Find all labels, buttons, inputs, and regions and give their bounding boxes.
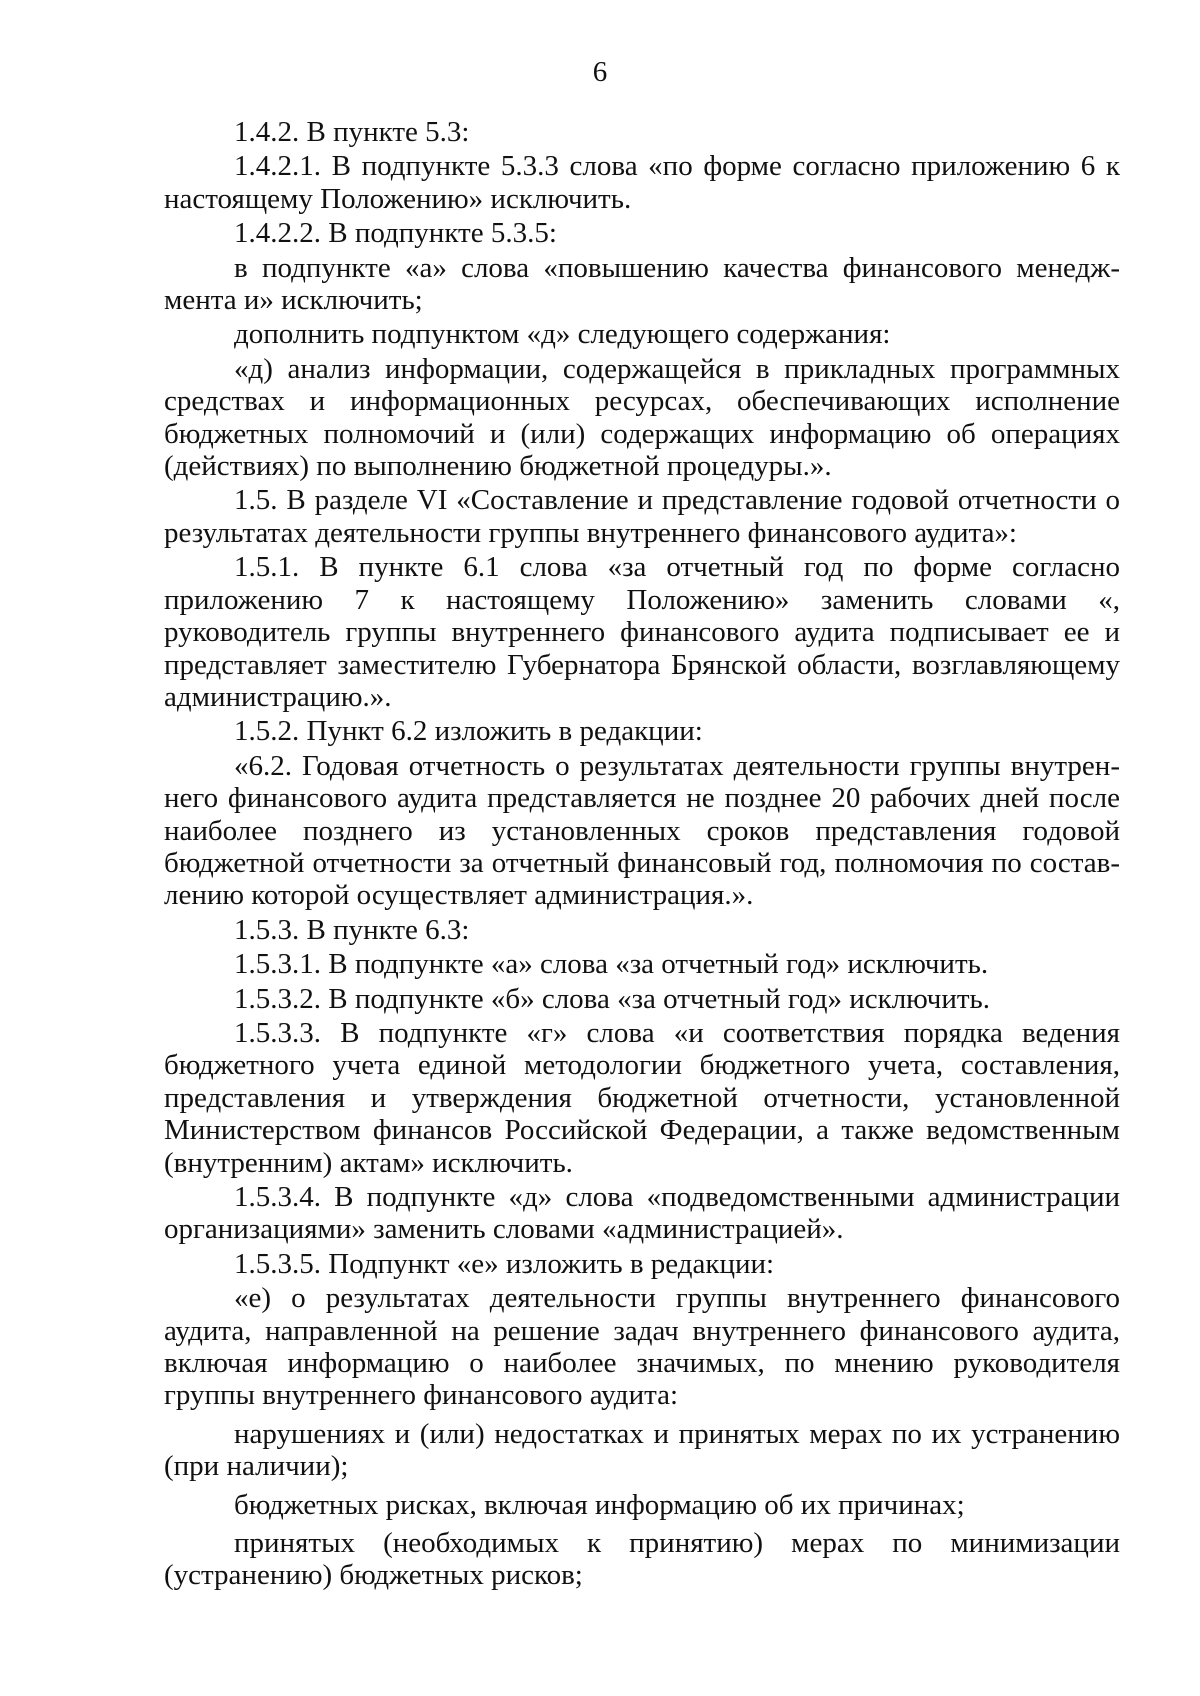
paragraph-measures: принятых (необходимых к принятию) мерах по минимизации (устранению) бюджетных рисков; [164,1527,1120,1592]
page-number: 6 [592,56,608,88]
paragraph-1-5-3: 1.5.3. В пункте 6.3: [234,913,470,946]
paragraph-subpoint-d-text: «д) анализ информации, содержащейся в прикладных программных средствах и информационных ресурсах, обеспечивающих исполнение бюджетных полномочий и (или) содержащих информацию об операциях (действиях) по выполнению бюджетной процедуры.». [164,352,1120,483]
paragraph-add-subpoint-d: дополнить подпунктом «д» следующего содержания: [234,318,891,351]
paragraph-1-5-1: 1.5.1. В пункте 6.1 слова «за отчетный год по форме согласно приложению 7 к настоящему Положению» заменить словами «, руководитель группы внутреннего финансового аудита подписывает ее и представляет заместителю Губернатора Брянской области, возглавляющему администрацию.». [164,551,1120,713]
paragraph-1-5-2: 1.5.2. Пункт 6.2 изложить в редакции: [234,715,703,748]
paragraph-1-5-3-1: 1.5.3.1. В подпункте «а» слова «за отчетный год» исключить. [234,948,989,981]
paragraph-1-4-2-2: 1.4.2.2. В подпункте 5.3.5: [234,217,557,250]
paragraph-6-2-text: «6.2. Годовая отчетность о результатах деятельности группы внутреннего финансового аудита представляется не позднее 20 рабочих дней после наиболее позднего из установленных сроков представления годовой бюджетной отчетности за отчетный финансовый год, полномочия по составлению которой осуществляет администрация.». [164,749,1120,912]
paragraph-1-5-3-5: 1.5.3.5. Подпункт «е» изложить в редакции: [234,1247,775,1280]
paragraph-violations: нарушениях и (или) недостатках и принятых мерах по их устранению (при наличии); [164,1417,1120,1483]
paragraph-subpoint-e-text: «е) о результатах деятельности группы внутреннего финансового аудита, направленной на решение задач внутреннего финансового аудита, включая информацию о наиболее значимых, по мнению руководителя группы внутреннего финансового аудита: [164,1282,1120,1412]
paragraph-1-4-2-1: 1.4.2.1. В подпункте 5.3.3 слова «по форме согласно приложению 6 к настоящему Положению» исключить. [164,150,1120,215]
paragraph-1-5-3-3: 1.5.3.3. В подпункте «г» слова «и соответствия порядка ведения бюджетного учета единой методологии бюджетного учета, составления, представления и утверждения бюджетной отчетности, установленной Министерством финансов Российской Федерации, а также ведомственным (внутренним) актам» исключить. [164,1016,1120,1179]
paragraph-1-5-3-4: 1.5.3.4. В подпункте «д» слова «подведомственными администрации организациями» заменить словами «администрацией». [164,1181,1120,1246]
document-body [164,116,1120,1592]
paragraph-1-4-2: 1.4.2. В пункте 5.3: [234,116,470,148]
paragraph-1-5: 1.5. В разделе VI «Составление и представление годовой отчетности о результатах деятельности группы внутреннего финансового аудита»: [164,484,1120,549]
paragraph-budget-risks: бюджетных рисках, включая информацию об их причинах; [234,1488,965,1521]
paragraph-1-5-3-2: 1.5.3.2. В подпункте «б» слова «за отчетный год» исключить. [234,982,990,1015]
paragraph-subpoint-a: в подпункте «а» слова «повышению качества финансового менеджмента и» исключить; [164,251,1120,317]
